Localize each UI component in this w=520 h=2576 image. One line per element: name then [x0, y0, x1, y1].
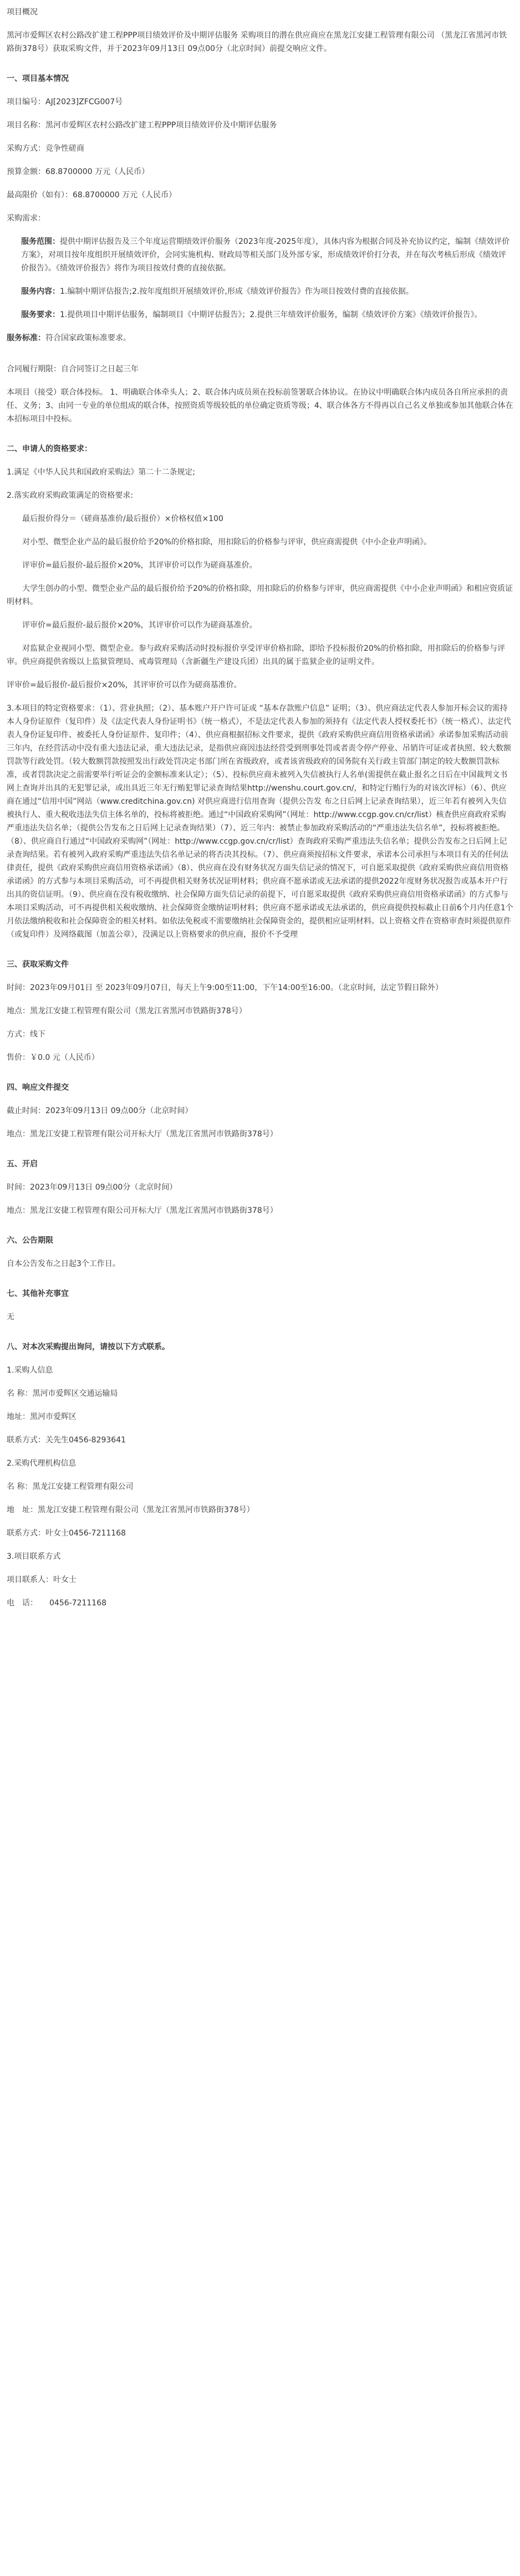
requirement-scope-label: 服务范围：	[21, 237, 60, 246]
top-label: 项目概况	[7, 8, 38, 17]
section-1-title: 一、项目基本情况	[7, 74, 69, 83]
requirement-scope-text: 提供中期评估报告及三个年度运营期绩效评价服务（2023年度-2025年度），具体内容为根据合同及补充协议约定，编制《绩效评价方案》，对项目按年度组织开展绩效评价，会同实施机构、财政局等相关部门及外部专家，形成绩效评价打分表，并在每次考核后形成《绩效评价报告》。《绩效评价报告》将作为项目按效付费的直接依据。	[21, 237, 510, 273]
project-contact-name: 项目联系人：叶女士	[7, 1575, 77, 1584]
budget-amount: 预算金额：68.8700000 万元（人民币）	[7, 167, 150, 176]
requirement-service	[7, 308, 513, 322]
buyer-contact: 联系方式：关先生0456-8293641	[7, 1436, 126, 1445]
opening-time: 时间：2023年09月13日 09点00分（北京时间）	[7, 1183, 177, 1192]
price-formula: 最后报价得分＝（磋商基准价/最后报价）×价格权值×100	[22, 514, 223, 523]
prison-enterprise-discount: 对监狱企业视同小型、微型企业。参与政府采购活动时投标报价享受评审价格扣除，即给予投标报价20%的价格扣除，用扣除后的价格参与评审。供应商提供省级以上监狱管理局、戒毒管理局（含新疆生产建设兵团）出具的属于监狱企业的证明文件。	[7, 644, 506, 666]
requirement-service-label: 服务要求：	[21, 310, 60, 319]
service-standard-text: 符合国家政策标准要求。	[45, 334, 131, 343]
requirement-content-text: 1.编制中期评估报告;2.按年度组织开展绩效评价,形成《绩效评价报告》作为项目按效付费的直接依据。	[60, 287, 414, 296]
submission-place: 地点：黑龙江安捷工程管理有限公司开标大厅（黑龙江省黑河市铁路街378号）	[7, 1130, 278, 1139]
qualification-item-1: 1.满足《中华人民共和国政府采购法》第二十二条规定;	[7, 468, 196, 477]
document-place: 地点：黑龙江安捷工程管理有限公司（黑龙江省黑河市铁路街378号）	[7, 1007, 247, 1016]
section-3-title: 三、获取采购文件	[7, 960, 69, 969]
section-2-title: 二、申请人的资格要求：	[7, 445, 92, 453]
project-name: 项目名称：黑河市爱辉区农村公路改扩建工程PPP项目绩效评价及中期评估服务	[7, 121, 277, 130]
section-6-title: 六、公告期限	[7, 1236, 53, 1245]
prison-enterprise-score: 评审价=最后报价-最后报价×20%，其评审价可以作为磋商基准价。	[7, 681, 242, 690]
project-contact-phone: 电 话： 0456-7211168	[7, 1599, 107, 1608]
max-price: 最高限价（如有）：68.8700000 万元（人民币）	[7, 191, 177, 200]
buyer-name: 名 称：黑河市爱辉区交通运输局	[7, 1389, 118, 1398]
document-price: 售价：￥0.0 元（人民币）	[7, 1053, 99, 1062]
qualification-item-2: 2.落实政府采购政策满足的资格要求:	[7, 491, 134, 500]
sme-score: 评审价=最后报价-最后报价×20%，其评审价可以作为磋商基准价。	[22, 561, 257, 570]
consortium-terms: 本项目（接受）联合体投标。 1、明确联合体牵头人；2、联合体内成员须在投标前签署联合体协议。在协议中明确联合体内成员各自所应承担的责任、义务；3、由同一专业的单位组成的联合体，按照资质等级较低的单位确定资质等级；4、联合体各方不得再以自己名义单独或参加其他联合体在本招标项目中投标。	[7, 388, 513, 424]
sme-discount: 对小型、微型企业产品的最后报价给予20%的价格扣除，用扣除后的价格参与评审，供应商需提供《中小企业声明函》。	[22, 538, 432, 547]
opening-place: 地点：黑龙江安捷工程管理有限公司开标大厅（黑龙江省黑河市铁路街378号）	[7, 1206, 278, 1215]
qualification-item-3: 3.本项目的特定资格要求：（1）、营业执照；（2）、基本账户开户许可证或 “基本存款账户信息” 证明；（3）、供应商法定代表人参加开标会议的需持本人身份证原件（复印件）及《法定代表人身份证明书》（统一格式），不是法定代表人参加的须持有《法定代表人授权委托书》（统一格式）、法定代表人身份证复印件、被委托人身份证原件、复印件；（4）、供应商根据招标文件要求，提供《政府采购供应商信用资格承诺函》承诺参加采购活动前三年内，在经营活动中没有重大违法记录，重大违法记录，是指供应商因违法经营受到刑事处罚或者责令停产停业、吊销许可证或者执照、较大数额罚款等行政处罚。（较大数额罚款按照发出行政处罚决定书部门所在省级政府，或者该省级政府的国务院有关行政主管部门制定的较大数额罚款标准，或者罚款决定之前需要举行听证会的金额标准来认定）；（5）、投标供应商未被列入失信被执行人名单(需提供在截止报名之日后在中国裁判文书网上查询并出具的无犯罪记录，或出具近三年无行贿犯罪记录查询结果http://wenshu.court.gov.cn/，和特定行贿行为的对该次评标）（6）、供应商在通过“信用中国”网站（www.creditchina.gov.cn) 对供应商进行信用查询（提供公告发 布之日后网上记录查询结果），近三年若有被列入失信被执行人、重大税收违法失信主体名单的，投标将被拒绝。通过“中国政府采购网”（网址：http://www.ccgp.gov.cn/cr/list）核查供应商政府采购严重违法失信名单；（提供公告发布之日后网上记录查询结果）（7）、近三年内：被禁止参加政府采购活动的“严重违法失信名单”，投标将被拒绝。（8）、供应商自行通过“中国政府采购网”（网址：http://www.ccgp.gov.cn/cr/list）查询政府采购严重违法失信名单；提供公告发布之日后网上记录查询结果。若有被列入政府采购严重违法失信名单记录的将否决其投标。（7）、供应商须按招标文件要求，承诺本公司承担与本项目有关的任何法律责任，提供《政府采购供应商信用资格承诺函》（8）、供应商在没有财务状况方面失信记录的情况下，可自愿采取提供《政府采购供应商信用资格承诺函》的方式参与本项目采购活动，可不再提供相关财务状况证明材料；供应商不愿承诺或无法承诺的提供2022年度财务状况报告或基本开户行出具的资信证明。（9）、供应商在没有税收缴纳、社会保障方面失信记录的前提下，可自愿采取提供《政府采购供应商信用资格承诺函》的方式参与本项目采购活动，可不再提供相关税收缴纳、社会保障资金缴纳证明材料；供应商不愿承诺或无法承诺的，供应商提供投标截止日前6个月内任意1个月依法缴纳税收和社会保障资金的相关材料。如依法免税或不需要缴纳社会保障资金的，提供相应证明材料。以上资格文件在资格审查时须提供原件（或复印件）及网络截图（加盖公章），没满足以上资格要求的供应商，报价不予受理	[7, 704, 513, 939]
section-4-title: 四、响应文件提交	[7, 1083, 69, 1092]
agency-info-label: 2.采购代理机构信息	[7, 1459, 77, 1468]
section-5-title: 五、开启	[7, 1160, 38, 1169]
project-contact-label: 3.项目联系方式	[7, 1552, 61, 1561]
intro-paragraph: 黑河市爱辉区农村公路改扩建工程PPP项目绩效评价及中期评估服务 采购项目的潜在供应商应在黑龙江安捷工程管理有限公司 （黑龙江省黑河市铁路街378号）获取采购文件，并于2023年09月13日 09点00分（北京时间）前提交响应文件。	[7, 31, 507, 53]
agency-address: 地 址：黑龙江安捷工程管理有限公司（黑龙江省黑河市铁路街378号）	[7, 1506, 254, 1514]
section-7-title: 七、其他补充事宜	[7, 1289, 69, 1298]
buyer-address: 地址：黑河市爱辉区	[7, 1412, 77, 1421]
buyer-info-label: 1.采购人信息	[7, 1366, 53, 1375]
procurement-method: 采购方式：竞争性磋商	[7, 144, 84, 153]
service-standard	[7, 331, 513, 345]
document-time: 时间：2023年09月01日 至 2023年09月07日，每天上午9:00至11:00，下午14:00至16:00。（北京时间，法定节假日除外）	[7, 983, 443, 992]
requirement-content	[7, 285, 513, 298]
section-8-title: 八、对本次采购提出询问，请按以下方式联系。	[7, 1343, 170, 1351]
notice-period: 自本公告发布之日起3个工作日。	[7, 1259, 120, 1268]
agency-name: 名 称：黑龙江安捷工程管理有限公司	[7, 1482, 134, 1491]
requirement-service-text: 1.提供项目中期评估服务，编制项目《中期评估报告》；2.提供三年绩效评价服务，编制《绩效评价方案》《绩效评价报告》。	[60, 310, 482, 319]
college-score: 评审价=最后报价-最后报价×20%，其评审价可以作为磋商基准价。	[22, 621, 257, 630]
document-method: 方式：线下	[7, 1030, 45, 1039]
other-matters: 无	[7, 1313, 14, 1322]
submission-deadline: 截止时间：2023年09月13日 09点00分（北京时间）	[7, 1106, 193, 1115]
project-number: 项目编号：AJ[2023]ZFCG007号	[7, 98, 123, 106]
requirement-scope	[7, 235, 513, 275]
contract-period: 合同履行期限：自合同签订之日起三年	[7, 365, 139, 374]
service-standard-label: 服务标准：	[7, 334, 45, 343]
requirements-label: 采购需求：	[7, 214, 45, 223]
requirement-content-label: 服务内容：	[21, 287, 60, 296]
college-discount: 大学生创办的小型、微型企业产品的最后报价给予20%的价格扣除，用扣除后的价格参与评审，供应商需提供《中小企业声明函》和相应资质证明材料。	[7, 584, 513, 606]
agency-contact: 联系方式：叶女士0456-7211168	[7, 1529, 126, 1538]
